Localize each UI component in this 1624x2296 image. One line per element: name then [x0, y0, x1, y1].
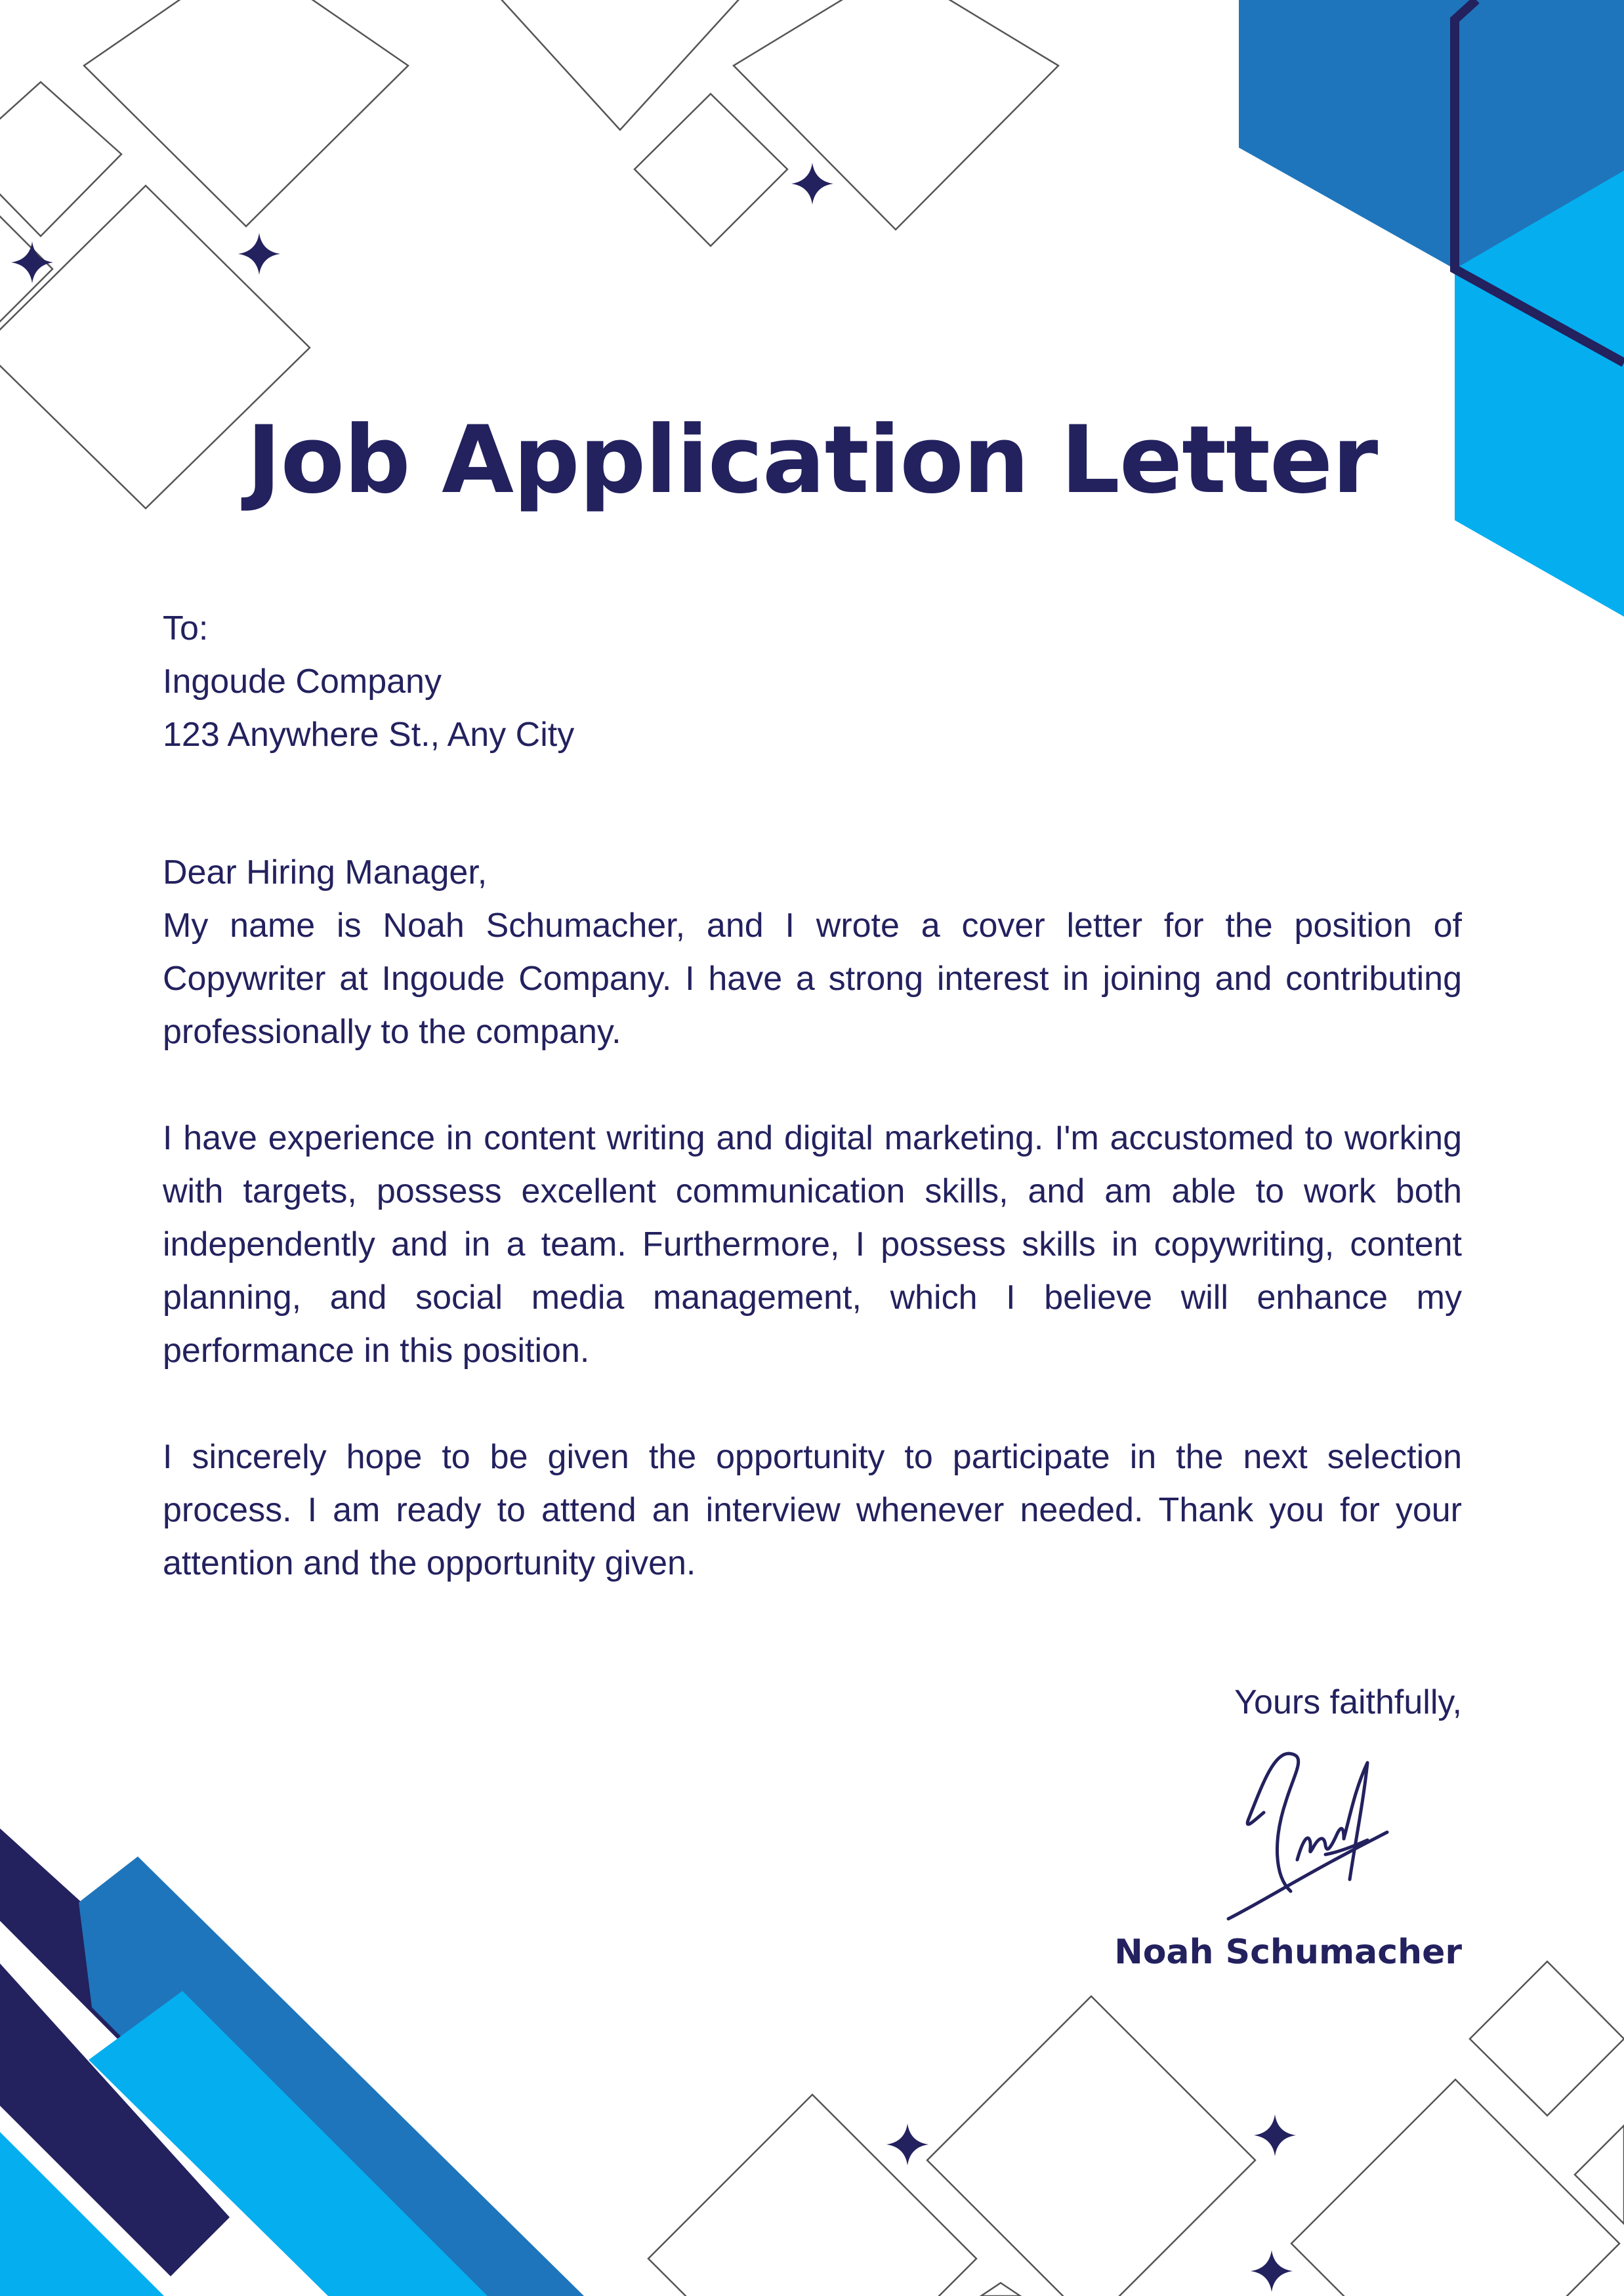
- recipient-block: [163, 602, 574, 762]
- recipient-label: To:: [163, 609, 209, 647]
- paragraph-closing: I sincerely hope to be given the opportunity to participate in the next selection process. I am ready to attend an interview whenever needed. Thank you for your attention and the opportunity given.: [163, 1438, 1462, 1582]
- paragraph-experience: I have experience in content writing and digital marketing. I'm accustomed to working with targets, possess excellent communication skills, and am able to work both independently and in a team. Furthermore, I possess skills in copywriting, content planning, and social media management, which I believe will enhance my performance in this position.: [163, 1119, 1462, 1370]
- sparkle-icon: [886, 2123, 928, 2165]
- top-center-diamond-outlines: [487, 0, 1058, 246]
- bottom-diamond-outlines: [648, 1961, 1624, 2296]
- sparkle-icon: [1254, 2114, 1296, 2156]
- salutation: Dear Hiring Manager,: [163, 853, 488, 892]
- bottom-left-stripes: [0, 1811, 584, 2296]
- top-right-block: [1239, 0, 1624, 617]
- closing-line: Yours faithfully,: [1234, 1683, 1462, 1721]
- signer-name: Noah Schumacher: [1114, 1933, 1462, 1972]
- recipient-company: Ingoude Company: [163, 663, 442, 701]
- sparkle-icon: [11, 241, 53, 283]
- bottom-sparkles: [886, 2114, 1296, 2292]
- sparkle-icon: [791, 163, 833, 205]
- signature-mark: [1215, 1742, 1399, 1925]
- paragraph-intro: My name is Noah Schumacher, and I wrote a cover letter for the position of Copywriter at Ingoude Company. I have a strong interest in joining and contributing professionally to the company.: [163, 907, 1462, 1051]
- sparkle-icon: [1251, 2250, 1293, 2292]
- letter-title: Job Application Letter: [246, 406, 1378, 514]
- sparkle-icon: [238, 233, 280, 275]
- letter-body: [163, 846, 1462, 1643]
- top-sparkles: [11, 163, 833, 283]
- recipient-address: 123 Anywhere St., Any City: [163, 716, 575, 754]
